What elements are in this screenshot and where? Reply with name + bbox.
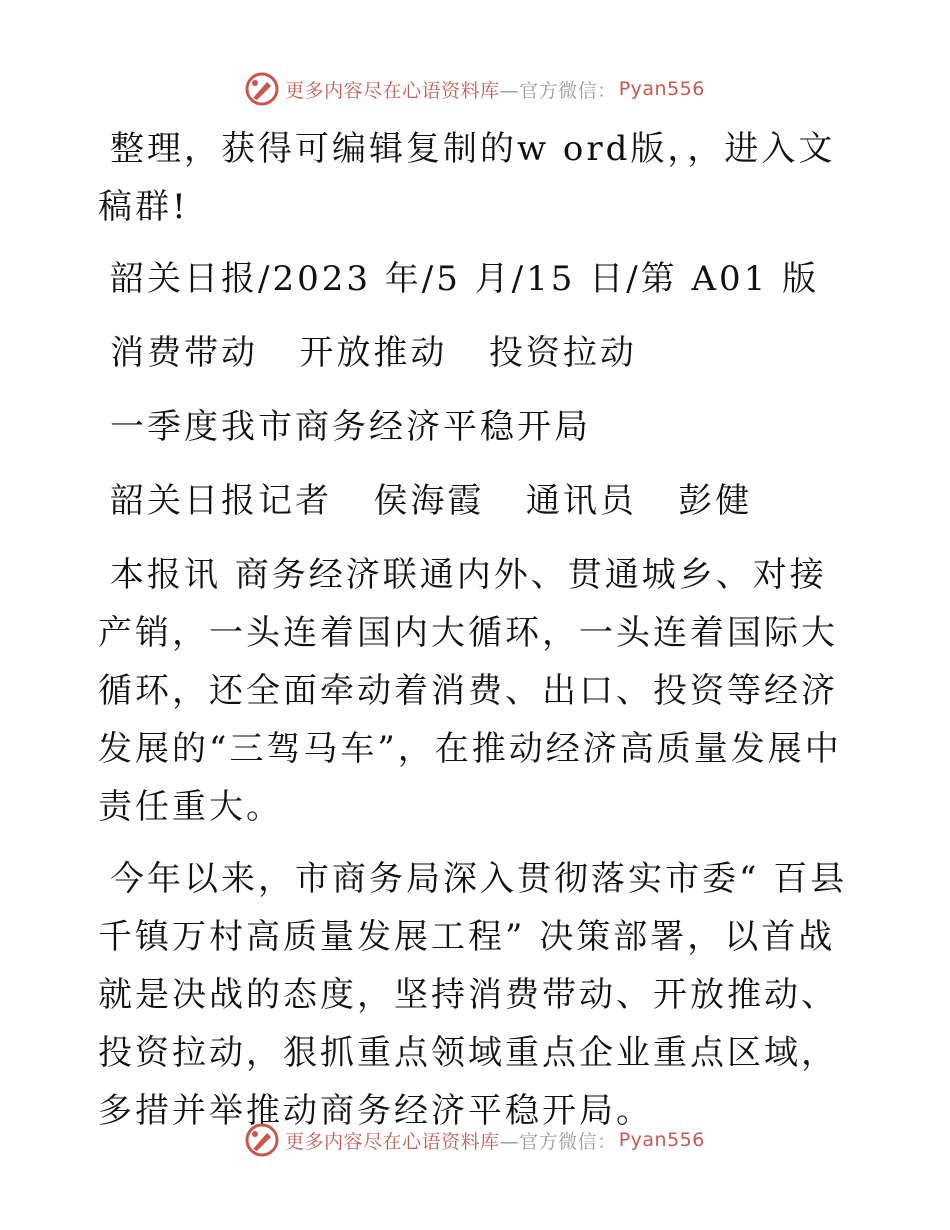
body-paragraph-1: 本报讯 商务经济联通内外、贯通城乡、对接产销，一头连着国内大循环，一头连着国际大循环，还全面牵动着消费、出口、投资等经济发展的“三驾马车”，在推动经济高质量发展中责任重大。 [98, 555, 842, 827]
watermark-id-text: Pyan556 [618, 78, 705, 100]
article-subtitle: 消费带动 开放推动 投资拉动 [110, 333, 637, 373]
pen-logo-icon [245, 1123, 279, 1157]
watermark-main-text: 更多内容尽在心语资料库 [285, 1130, 500, 1153]
source-line: 韶关日报/2023 年/5 月/15 日/第 A01 版 [110, 259, 820, 299]
pen-logo-icon [245, 72, 279, 106]
document-body [98, 120, 858, 1154]
article-byline: 韶关日报记者 侯海霞 通讯员 彭健 [110, 481, 753, 521]
article-headline: 一季度我市商务经济平稳开局 [110, 407, 591, 447]
watermark-id-text: Pyan556 [618, 1129, 705, 1151]
watermark-dash-text: —官方微信： [499, 79, 617, 102]
body-paragraph-2: 今年以来，市商务局深入贯彻落实市委“ 百县千镇万村高质量发展工程” 决策部署，以首战就是决战的态度，坚持消费带动、开放推动、投资拉动，狠抓重点领域重点企业重点区域，多措并举推动商务经济平稳开局。 [98, 859, 848, 1131]
watermark-main-text: 更多内容尽在心语资料库 [285, 79, 500, 102]
watermark-dash-text: —官方微信： [499, 1130, 617, 1153]
watermark-banner-top [0, 69, 950, 109]
intro-paragraph: 整理，获得可编辑复制的w ord版，，进入文稿群! [98, 129, 836, 227]
watermark-banner-bottom [0, 1120, 950, 1160]
